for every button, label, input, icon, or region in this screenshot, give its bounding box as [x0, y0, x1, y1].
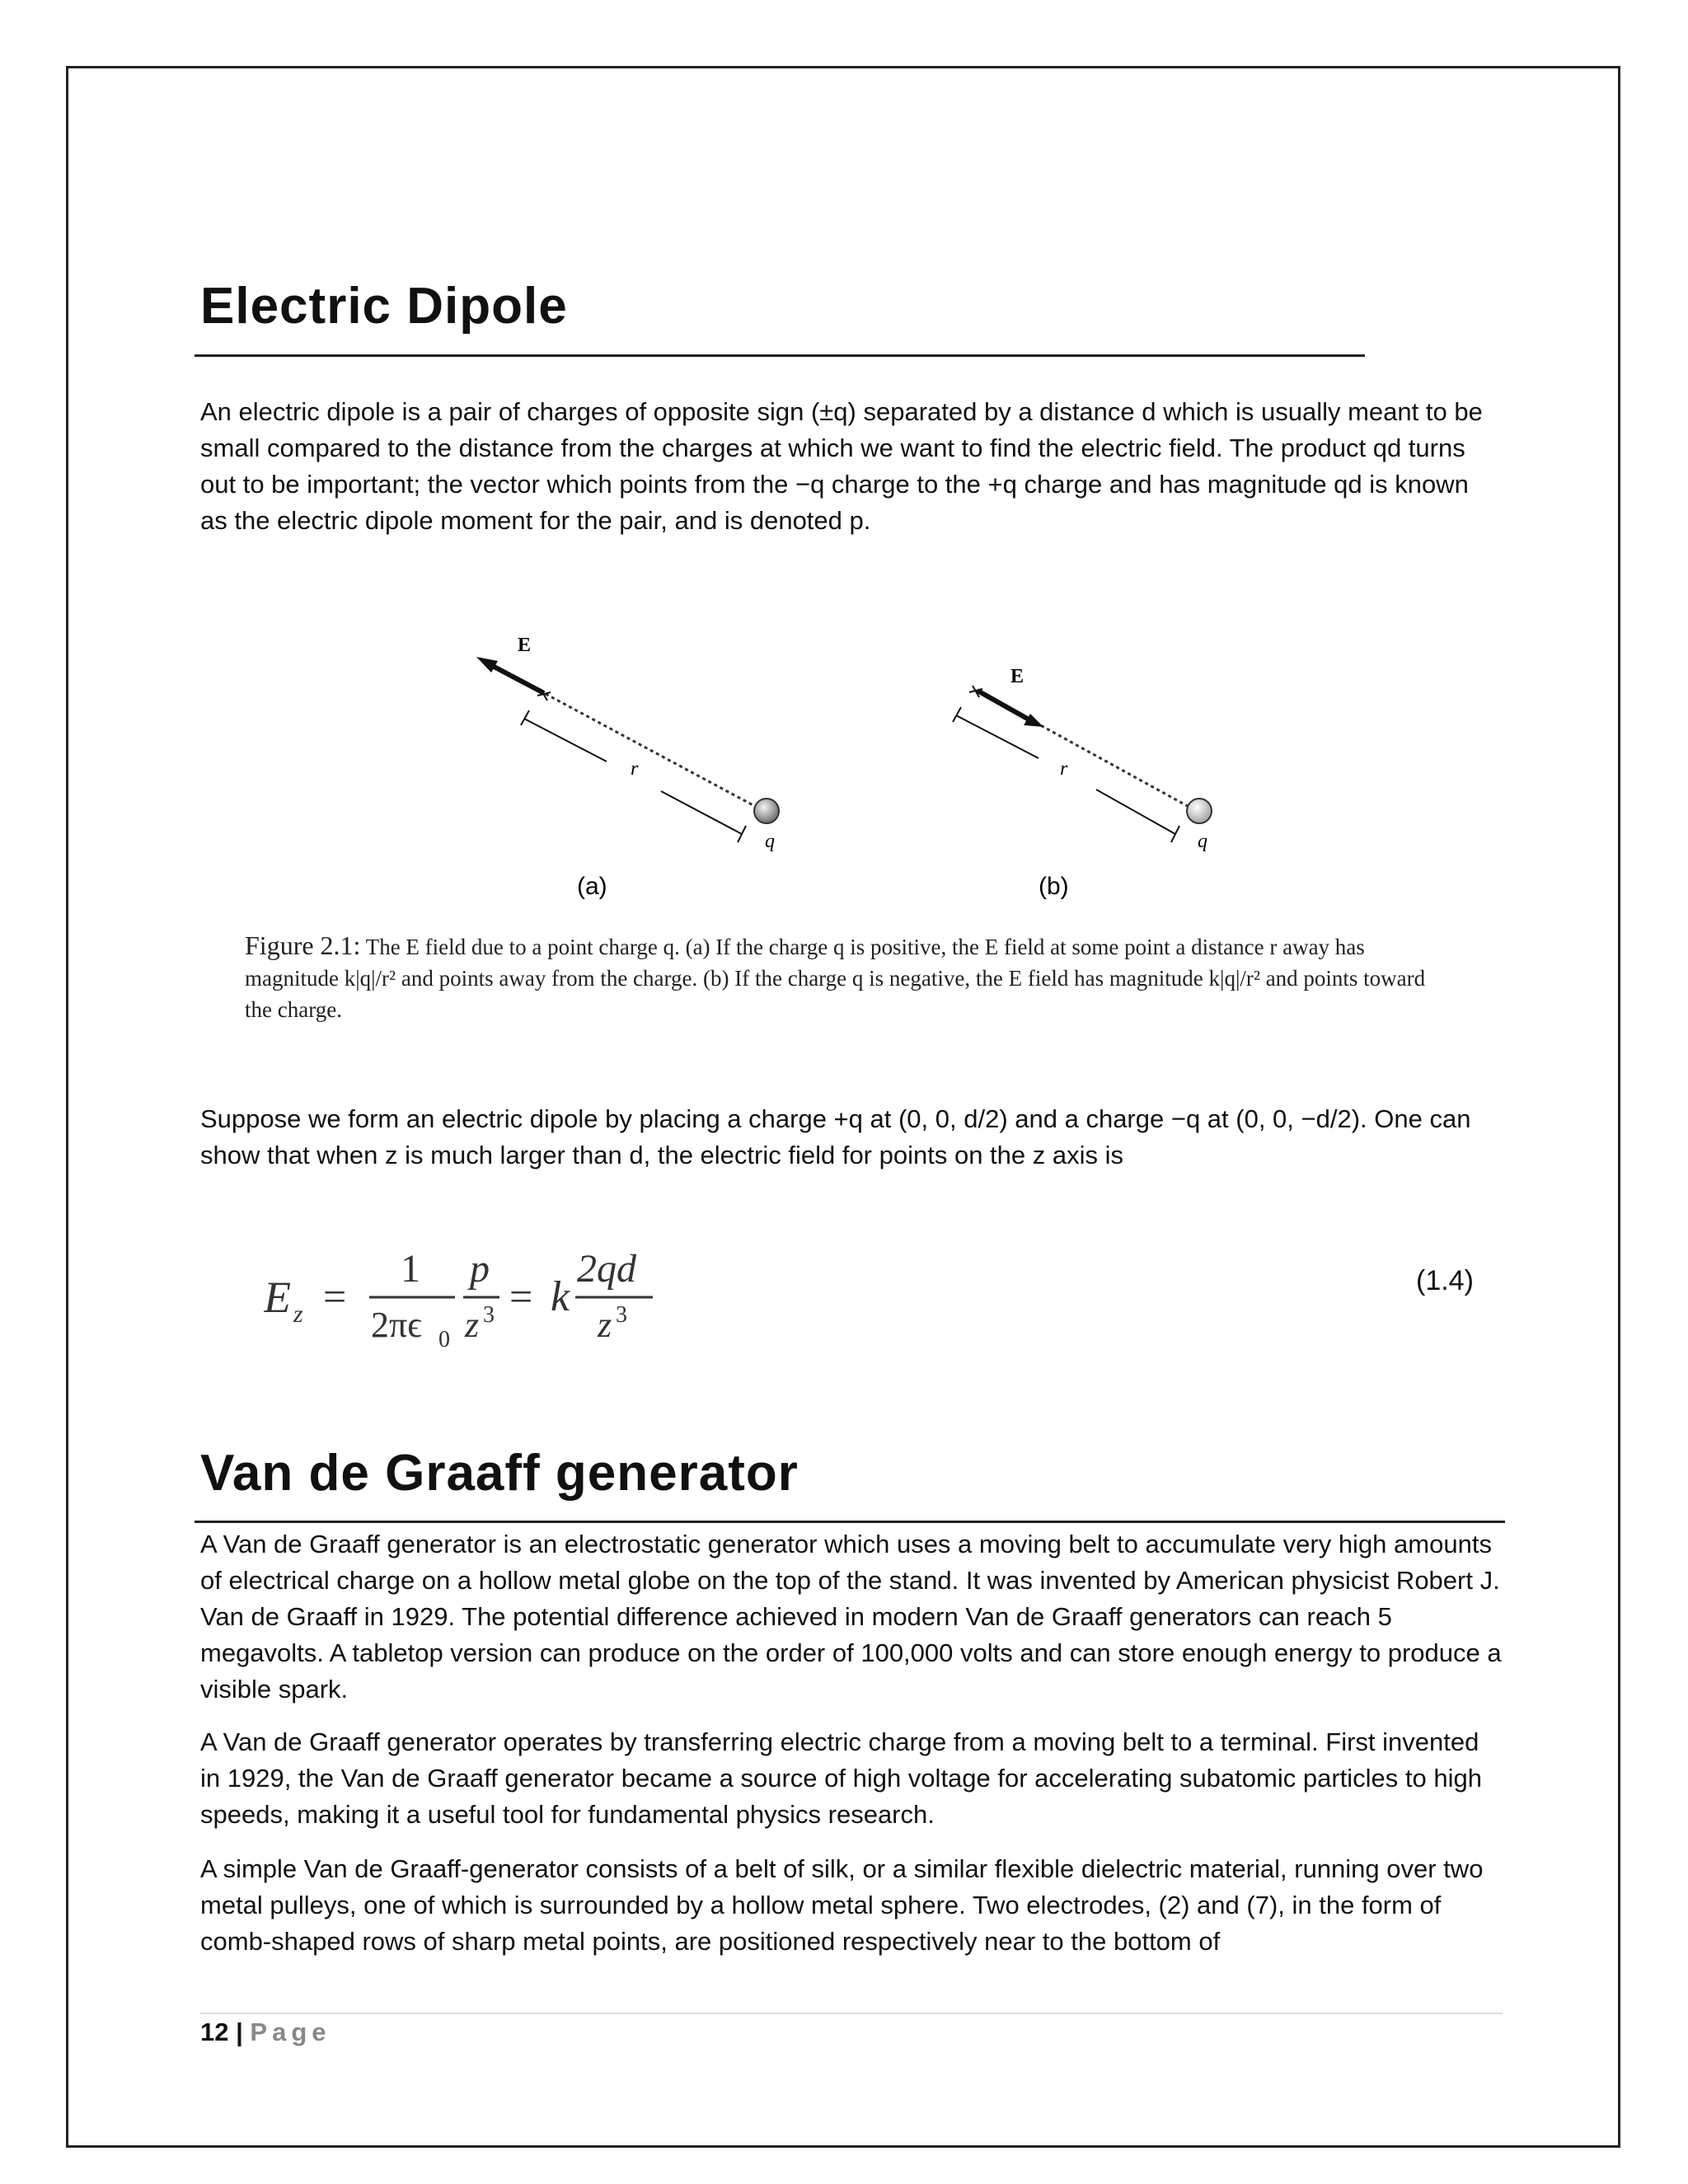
- footer-separator: |: [236, 2018, 243, 2046]
- eq-lhs-sub: z: [293, 1301, 303, 1328]
- eq-frac1-den: 2πϵ: [371, 1305, 423, 1345]
- eq-frac2-den: z: [465, 1305, 480, 1345]
- q-label-a: q: [765, 831, 775, 852]
- eq-equals-1: =: [323, 1273, 347, 1319]
- r-label-a: r: [631, 758, 639, 780]
- equation-1-4: [264, 1236, 676, 1360]
- eq-frac2-den-sup: 3: [483, 1302, 495, 1328]
- panel-label-b: (b): [1039, 873, 1069, 900]
- dipole-paragraph: An electric dipole is a pair of charges of opposite sign (±q) separated by a distance d which is usually meant to be small compared to the distance from the charges at which we want to find the electric field. The product qd turns out to be important; the vector which points from the −q charge to the +q charge and has magnitude qd is known as the electric dipole moment for the pair, and is denoted p.: [200, 397, 1483, 535]
- section-title-electric-dipole: Electric Dipole: [200, 278, 568, 335]
- section2-underline: [195, 1521, 1505, 1523]
- eq-frac1-num: 1: [401, 1247, 420, 1291]
- eq-frac1-den-sub: 0: [438, 1327, 450, 1352]
- eq-frac3-den: z: [598, 1305, 612, 1345]
- q-label-b: q: [1198, 831, 1207, 852]
- panel-label-a: (a): [577, 873, 607, 900]
- equation-number: (1.4): [1416, 1265, 1474, 1296]
- page-word: Page: [250, 2018, 331, 2046]
- van-de-graaff-paragraph-3: A simple Van de Graaff-generator consists of a belt of silk, or a similar flexible dielectric material, running over two metal pulleys, one of which is surrounded by a hollow metal sphere. Two electrodes, (2) and (7), in the form of comb-shaped rows of sharp metal points, are positioned respectively near to the bottom of: [200, 1854, 1484, 1956]
- point-charge-figure: [462, 626, 1253, 907]
- page-number: 12: [200, 2018, 229, 2046]
- van-de-graaff-paragraph-1: A Van de Graaff generator is an electrostatic generator which uses a moving belt to accumulate very high amounts of electrical charge on a hollow metal globe on the top of the stand. It was invented by American physicist Robert J. Van de Graaff in 1929. The potential difference achieved in modern Van de Graaff generators can reach 5 megavolts. A tabletop version can produce on the order of 100,000 volts and can store enough energy to produce a visible spark.: [200, 1530, 1502, 1704]
- van-de-graaff-paragraph-2: A Van de Graaff generator operates by transferring electric charge from a moving belt to a terminal. First invented in 1929, the Van de Graaff generator became a source of high voltage for accelerating subatomic particles to high speeds, making it a useful tool for fundamental physics research.: [200, 1727, 1482, 1829]
- eq-lhs: E: [264, 1272, 291, 1322]
- e-label-b: E: [1010, 666, 1025, 687]
- page-footer: [200, 2018, 331, 2047]
- eq-equals-2: =: [509, 1273, 533, 1319]
- figure-caption: [245, 930, 1456, 1025]
- figure-panel-b: [953, 666, 1212, 900]
- title-underline: [195, 354, 1365, 357]
- footer-divider: [200, 2013, 1503, 2014]
- figure-caption-text: The E field due to a point charge q. (a) If the charge q is positive, the E field at some point a distance r away has magnitude k|q|/r² and points away from the charge. (b) If the charge q is negative, the E field has magnitude k|q|/r² and points toward the charge.: [245, 935, 1426, 1022]
- eq-frac3-den-sup: 3: [616, 1302, 627, 1328]
- eq-k: k: [551, 1273, 570, 1320]
- eq-frac2-num: p: [470, 1247, 490, 1291]
- dipole-field-paragraph: Suppose we form an electric dipole by placing a charge +q at (0, 0, d/2) and a charge −q at (0, 0, −d/2). One can show that when z is much larger than d, the electric field for points on the z axis is: [200, 1104, 1471, 1169]
- r-label-b: r: [1060, 758, 1068, 780]
- section-title-van-de-graaff: Van de Graaff generator: [200, 1445, 799, 1502]
- eq-frac3-num: 2qd: [577, 1247, 636, 1291]
- figure-panel-a: [476, 635, 779, 900]
- figure-caption-label: Figure 2.1:: [245, 930, 361, 960]
- e-label-a: E: [518, 635, 532, 656]
